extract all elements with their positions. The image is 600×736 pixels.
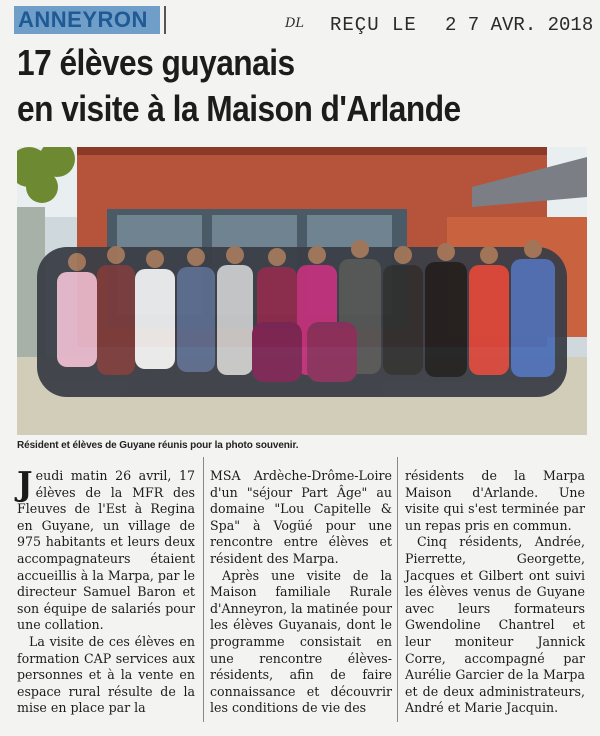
section-label: ANNEYRON: [14, 6, 160, 34]
stamp-initials: DL: [285, 16, 305, 31]
article-column-1: [17, 464, 195, 717]
article-paragraph: [17, 464, 195, 634]
article-column-2: [210, 468, 392, 717]
drop-cap: J: [17, 464, 33, 503]
column-divider: [397, 457, 398, 722]
article-paragraph: résidents de la Marpa Maison d'Arlande. Une visite qui s'est terminée par un repas pris en commun.: [405, 468, 585, 533]
column-divider: [203, 457, 204, 722]
article-paragraph: MSA Ardèche-Drôme-Loire d'un "séjour Part Âge" au domaine "Lou Capitelle & Spa" à Vogüé pour une rencontre entre élèves et résident des Marpa.: [210, 468, 392, 566]
paragraph-text: eudi matin 26 avril, 17 élèves de la MFR des Fleuves de l'Est à Regina en Guyane, un village de 975 habitants et leurs deux accompagnateurs étaient accueillis à la Marpa, par le directeur Samuel Baron et son équipe de salariés pour une collation.: [17, 468, 195, 633]
group-photo: [17, 147, 587, 435]
photo-caption: Résident et élèves de Guyane réunis pour la photo souvenir.: [17, 440, 299, 451]
section-divider: [164, 6, 166, 34]
headline-line-1: 17 élèves guyanais: [17, 42, 295, 83]
article-column-3: [405, 468, 585, 717]
stamp-date: 2 7 AVR. 2018: [445, 14, 594, 36]
headline: [17, 40, 519, 132]
article-paragraph: La visite de ces élèves en formation CAP services aux personnes et à la vente en espace rural résulte de la mise en place par la: [17, 633, 195, 716]
headline-line-2: en visite à la Maison d'Arlande: [17, 88, 461, 129]
article-paragraph: Cinq résidents, Andrée, Pierrette, Georgette, Jacques et Gilbert ont suivi les élèves venus de Guyane avec leurs formateurs Gwendoline Chantrel et leur moniteur Jannick Corre, accompagné par Aurélie Garcier de la Marpa et de deux administrateurs, André et Marie Jacquin.: [405, 534, 585, 716]
article-paragraph: Après une visite de la Maison familiale Rurale d'Anneyron, la matinée pour les élèves Guyanais, dont le programme consistait en une rencontre élèves-résidents, afin de faire connaissance et découvrir les conditions de vie des: [210, 567, 393, 716]
stamp-received-label: REÇU LE: [330, 14, 417, 36]
